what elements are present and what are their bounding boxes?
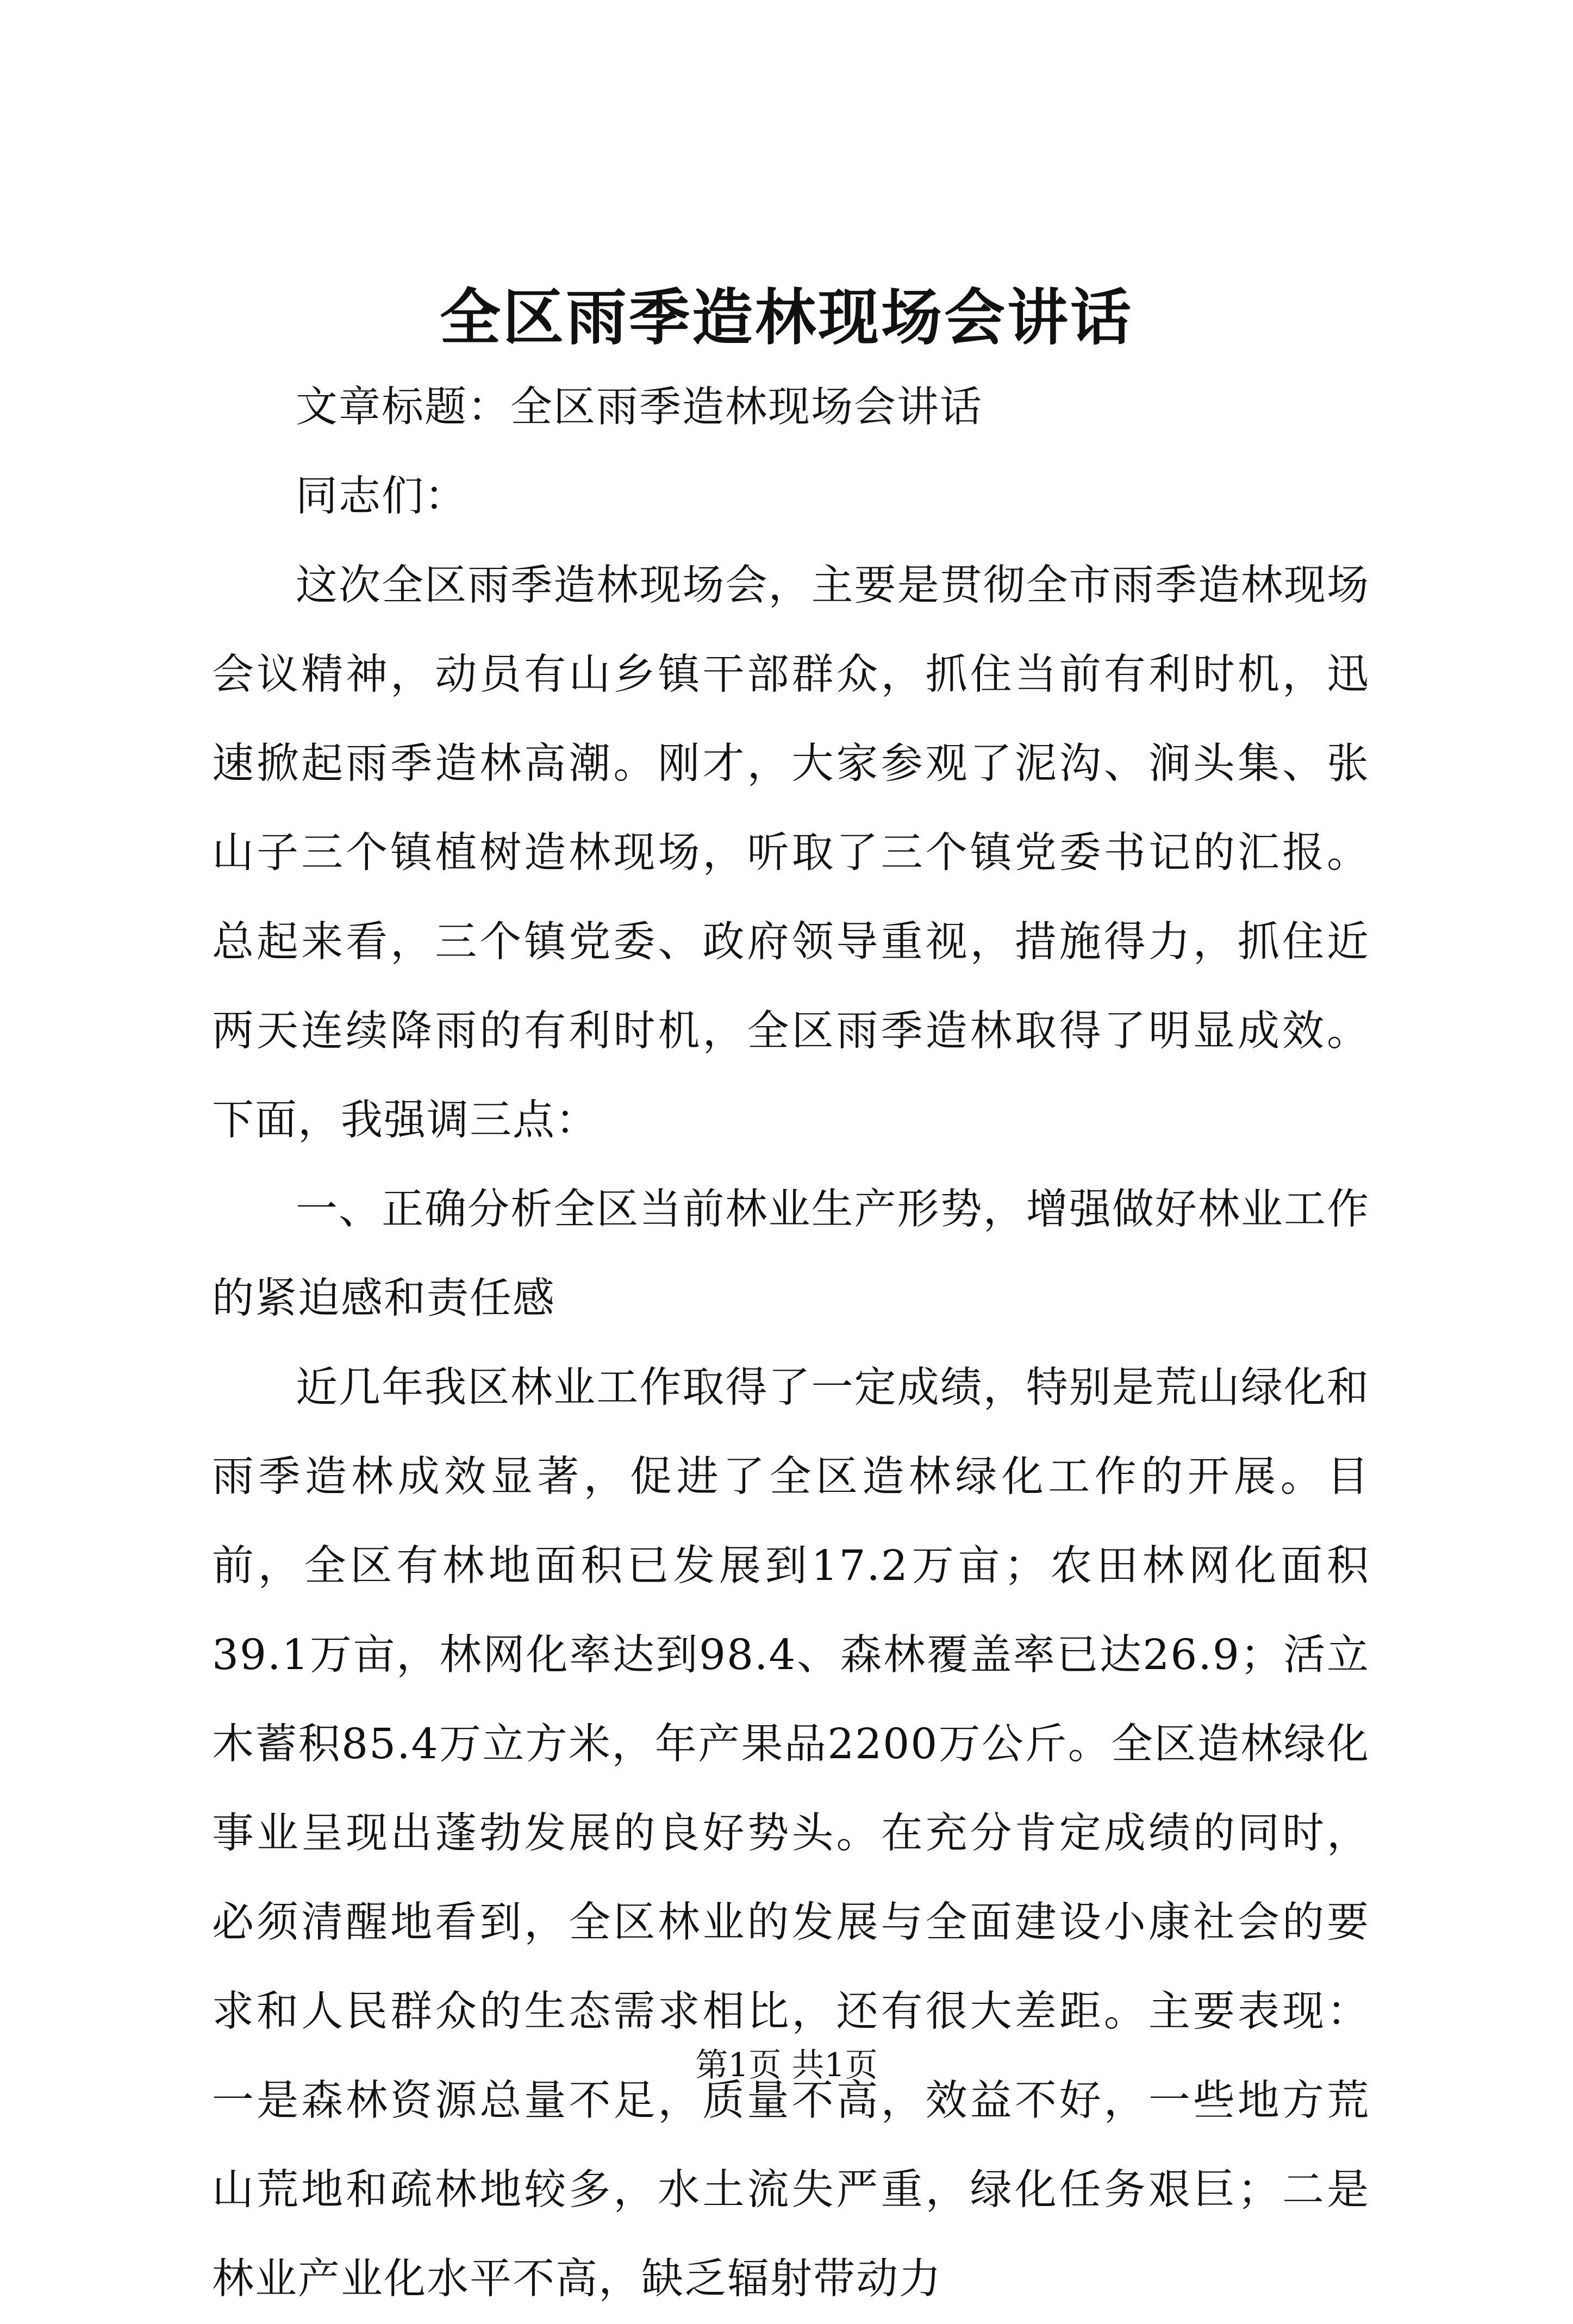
- salutation: 同志们：: [296, 472, 467, 521]
- document-body: [212, 363, 1370, 2324]
- document-title: 全区雨季造林现场会讲话: [440, 282, 1133, 353]
- section-heading: 一、正确分析全区当前林业生产形势，增强做好林业工作的紧迫感和责任感: [212, 1185, 1370, 1323]
- article-title-line: 文章标题：全区雨季造林现场会讲话: [296, 383, 983, 432]
- body-paragraph: 近几年我区林业工作取得了一定成绩，特别是荒山绿化和雨季造林成效显著，促进了全区造林绿化工作的开展。目前，全区有林地面积已发展到17.2万亩；农田林网化面积39.1万亩，林网化率达到98.4、森林覆盖率已达26.9；活立木蓄积85.4万立方米，年产果品2200万公斤。全区造林绿化事业呈现出蓬勃发展的良好势头。在充分肯定成绩的同时，必须清醒地看到，全区林业的发展与全面建设小康社会的要求和人民群众的生态需求相比，还有很大差距。主要表现：一是森林资源总量不足，质量不高，效益不好，一些地方荒山荒地和疏林地较多，水土流失严重，绿化任务艰巨；二是林业产业化水平不高，缺乏辐射带动力: [212, 1364, 1370, 2303]
- body-paragraph: 这次全区雨季造林现场会，主要是贯彻全市雨季造林现场会议精神，动员有山乡镇干部群众，抓住当前有利时机，迅速掀起雨季造林高潮。刚才，大家参观了泥沟、涧头集、张山子三个镇植树造林现场，听取了三个镇党委书记的汇报。总起来看，三个镇党委、政府领导重视，措施得力，抓住近两天连续降雨的有利时机，全区雨季造林取得了明显成效。下面，我强调三点：: [212, 561, 1370, 1145]
- page-footer: 第1页 共1页: [695, 2046, 878, 2084]
